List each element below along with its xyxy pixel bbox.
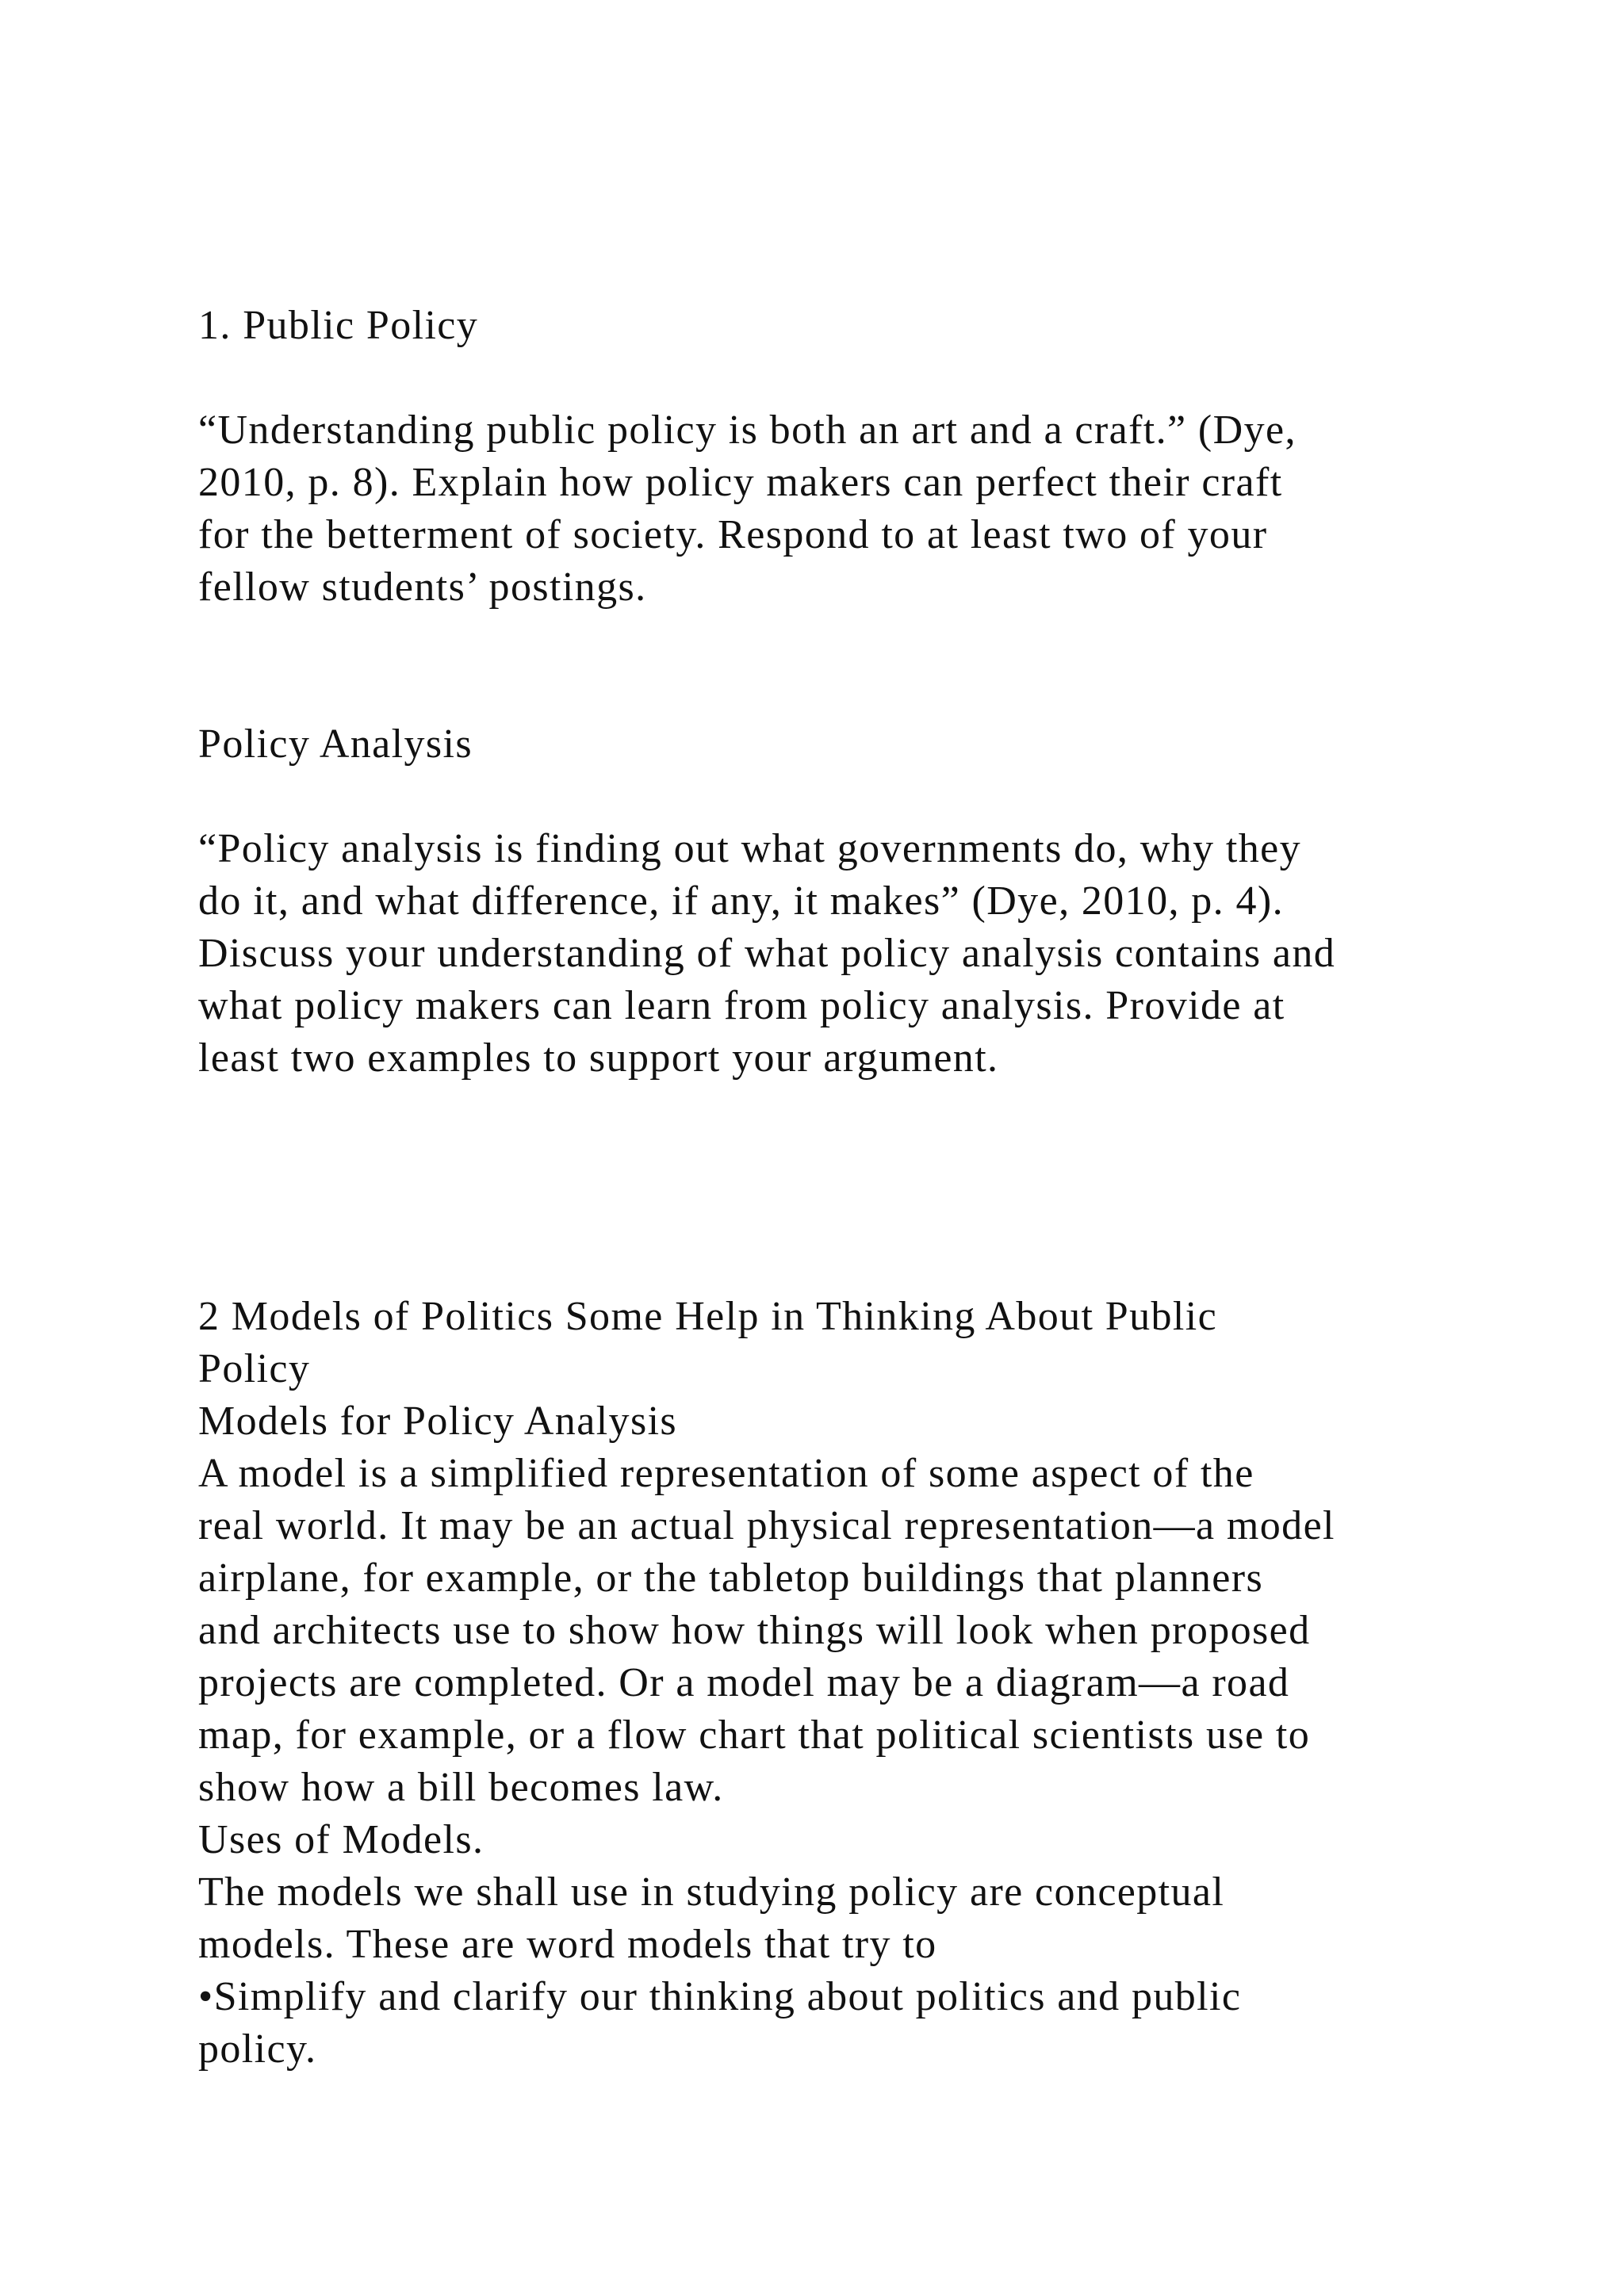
public-policy-prompt bbox=[198, 404, 1546, 614]
chapter-title-line: 2 Models of Politics Some Help in Thinking About Public bbox=[198, 1294, 1218, 1339]
paragraph-line: Discuss your understanding of what policy analysis contains and bbox=[198, 931, 1336, 976]
paragraph-line: for the betterment of society. Respond to at least two of your bbox=[198, 512, 1268, 557]
paragraph-line: least two examples to support your argument. bbox=[198, 1035, 999, 1081]
paragraph-line: show how a bill becomes law. bbox=[198, 1765, 724, 1810]
paragraph-line: The models we shall use in studying policy are conceptual bbox=[198, 1869, 1225, 1915]
section-heading-policy-analysis: Policy Analysis bbox=[198, 721, 473, 767]
bullet-item-line: •Simplify and clarify our thinking about politics and public bbox=[198, 1974, 1242, 2019]
policy-analysis-prompt bbox=[198, 823, 1546, 1085]
subheading-uses-of-models: Uses of Models. bbox=[198, 1817, 485, 1862]
paragraph-line: fellow students’ postings. bbox=[198, 564, 647, 610]
paragraph-line: and architects use to show how things will look when proposed bbox=[198, 1608, 1311, 1653]
paragraph-line: “Policy analysis is finding out what governments do, why they bbox=[198, 826, 1302, 871]
bullet-item-line: policy. bbox=[198, 2026, 317, 2072]
paragraph-line: projects are completed. Or a model may be a diagram—a road bbox=[198, 1660, 1290, 1705]
models-of-politics-body bbox=[198, 1291, 1546, 2076]
paragraph-line: A model is a simplified representation of some aspect of the bbox=[198, 1451, 1254, 1496]
paragraph-line: models. These are word models that try to bbox=[198, 1922, 937, 1967]
paragraph-line: map, for example, or a flow chart that political scientists use to bbox=[198, 1712, 1311, 1758]
section-heading-public-policy: 1. Public Policy bbox=[198, 303, 479, 348]
paragraph-line: what policy makers can learn from policy analysis. Provide at bbox=[198, 983, 1285, 1028]
section-public-policy bbox=[198, 300, 1546, 352]
paragraph-line: “Understanding public policy is both an art and a craft.” (Dye, bbox=[198, 408, 1297, 453]
chapter-title-line: Policy bbox=[198, 1346, 311, 1391]
paragraph-line: airplane, for example, or the tabletop buildings that planners bbox=[198, 1556, 1264, 1601]
section-policy-analysis bbox=[198, 718, 1546, 771]
paragraph-line: do it, and what difference, if any, it makes” (Dye, 2010, p. 4). bbox=[198, 878, 1284, 924]
subheading-models-for-policy-analysis: Models for Policy Analysis bbox=[198, 1399, 678, 1444]
paragraph-line: real world. It may be an actual physical representation—a model bbox=[198, 1503, 1335, 1548]
paragraph-line: 2010, p. 8). Explain how policy makers can perfect their craft bbox=[198, 460, 1283, 505]
